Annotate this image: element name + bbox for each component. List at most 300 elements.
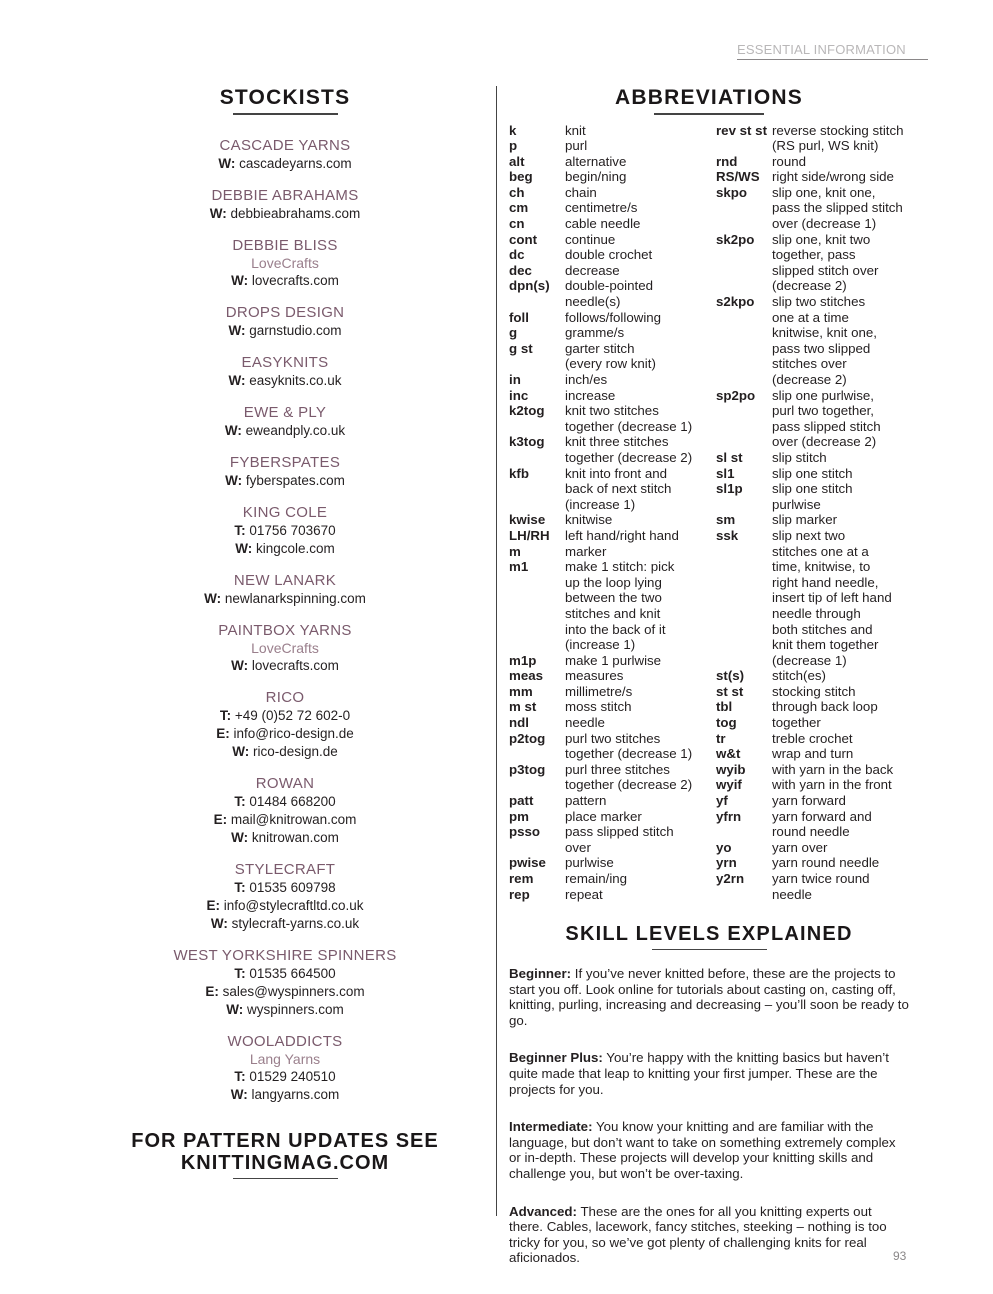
abbreviation-definition: through back loop — [772, 699, 878, 715]
abbreviation-row — [716, 793, 914, 809]
abbreviation-term: LH/RH — [509, 527, 550, 543]
contact-value: 01529 240510 — [249, 1068, 336, 1084]
stockist-entry — [130, 237, 440, 290]
abbreviation-term: k3tog — [509, 434, 545, 450]
abbreviation-definition: cable needle — [565, 216, 641, 232]
abbreviation-definition: yarn twice round needle — [772, 871, 870, 902]
page-number: 93 — [893, 1249, 907, 1263]
abbreviation-term: dpn(s) — [509, 278, 550, 294]
abbreviations-left-column — [509, 123, 709, 903]
abbreviation-term: sp2po — [716, 387, 756, 403]
abbreviation-row — [716, 294, 914, 388]
abbreviation-definition: yarn over — [772, 839, 828, 855]
abbreviation-term: p — [509, 138, 518, 154]
abbreviation-row — [716, 762, 914, 778]
stockist-entry — [130, 304, 440, 340]
stockist-contact — [130, 707, 440, 725]
stockist-contact — [130, 205, 440, 223]
abbreviation-row — [509, 668, 709, 684]
abbreviation-term: ssk — [716, 527, 739, 543]
abbreviation-term: m1p — [509, 652, 537, 668]
abbreviation-definition: moss stitch — [565, 699, 632, 715]
abbreviation-term: g — [509, 325, 518, 341]
abbreviation-definition: slip two stitches one at a time knitwise, knit one, pass two slipped stitches over (decrease 2) — [772, 294, 877, 387]
contact-value[interactable]: debbieabrahams.com — [230, 205, 361, 221]
stockist-contact — [130, 540, 440, 558]
abbreviation-definition: slip next two stitches one at a time, knitwise, to right hand needle, insert tip of left hand needle through both stitches and knit them together (decrease 1) — [772, 527, 892, 668]
abbreviation-term: m st — [509, 699, 537, 715]
abbreviation-row — [509, 653, 709, 669]
abbreviation-row — [716, 123, 914, 154]
stockist-name: FYBERSPATES — [229, 453, 341, 471]
abbreviation-definition: continue — [565, 231, 616, 247]
stockist-name: NEW LANARK — [233, 571, 337, 589]
stockist-distributor: LoveCrafts — [251, 254, 319, 271]
abbreviation-term: psso — [509, 824, 541, 840]
abbreviation-term: cn — [509, 216, 525, 232]
column-divider — [496, 86, 497, 1216]
running-head: ESSENTIAL INFORMATION — [737, 42, 928, 60]
abbreviation-term: alt — [509, 153, 525, 169]
abbreviation-term: pm — [509, 808, 529, 824]
abbreviation-definition: slip one stitch purlwise — [772, 481, 853, 512]
abbreviation-term: yf — [716, 793, 728, 809]
stockist-name: ROWAN — [255, 774, 315, 792]
abbreviation-term: tr — [716, 730, 726, 746]
stockist-contact — [130, 1086, 440, 1104]
stockist-contact — [130, 155, 440, 173]
stockist-name: DEBBIE BLISS — [232, 236, 338, 254]
abbreviation-term: p3tog — [509, 761, 546, 777]
stockist-entry — [130, 689, 440, 761]
abbreviation-term: sk2po — [716, 231, 755, 247]
abbreviation-term: cont — [509, 231, 538, 247]
abbreviation-definition: yarn round needle — [772, 855, 880, 871]
abbreviation-definition: remain/ing — [565, 871, 628, 886]
contact-label: T: — [234, 965, 246, 981]
stockist-name: WOOLADDICTS — [227, 1032, 343, 1050]
stockist-contact — [130, 657, 440, 675]
abbreviation-term: mm — [509, 683, 533, 699]
abbreviation-term: m1 — [509, 559, 529, 575]
abbreviation-term: rep — [509, 886, 530, 902]
abbreviation-term: rem — [509, 871, 534, 886]
abbreviations-list — [509, 123, 909, 903]
abbreviation-definition: slip one purlwise, purl two together, pass slipped stitch over (decrease 2) — [772, 387, 881, 450]
abbreviation-row — [716, 169, 914, 185]
abbreviation-row — [509, 278, 709, 309]
skill-level-description — [509, 1119, 909, 1181]
stockist-distributor: LoveCrafts — [251, 639, 319, 656]
contact-label: E: — [205, 983, 219, 999]
skill-level-text: If you’ve never knitted before, these are the projects to start you off. Look online for tutorials about casting on, casting off, knitting, purling, increasing and decreasing – you’ll soon be ready to go. — [509, 966, 909, 1028]
skill-levels-title-rule — [652, 949, 767, 951]
abbreviation-term: tbl — [716, 699, 733, 715]
abbreviation-definition: increase — [565, 387, 616, 403]
abbreviation-row — [716, 855, 914, 871]
abbreviation-row — [509, 403, 709, 434]
abbreviation-definition: slip one stitch — [772, 465, 853, 481]
contact-label: T: — [234, 1068, 246, 1084]
stockist-name: KING COLE — [242, 503, 328, 521]
abbreviation-row — [716, 809, 914, 840]
abbreviation-definition: double crochet — [565, 247, 653, 263]
stockists-title-rule — [233, 113, 338, 115]
abbreviation-definition: knit three stitches together (decrease 2) — [565, 434, 693, 465]
contact-label: W: — [210, 915, 228, 931]
contact-value: 01535 609798 — [249, 879, 336, 895]
abbreviation-term: sm — [716, 512, 736, 528]
contact-value[interactable]: newlanarkspinning.com — [224, 590, 366, 606]
abbreviation-row — [716, 466, 914, 482]
abbreviation-row — [509, 824, 709, 855]
stockist-contact — [130, 372, 440, 390]
abbreviation-definition: knit two stitches together (decrease 1) — [565, 403, 693, 434]
abbreviation-definition: stocking stitch — [772, 683, 856, 699]
abbreviations-title: ABBREVIATIONS — [615, 86, 803, 109]
stockist-name: EASYKNITS — [241, 353, 329, 371]
skill-level-description — [509, 1050, 909, 1097]
contact-label: T: — [234, 793, 246, 809]
abbreviation-term: g st — [509, 340, 533, 356]
abbreviations-right-column — [716, 123, 914, 903]
abbreviation-term: sl1 — [716, 465, 735, 481]
abbreviation-term: yrn — [716, 855, 737, 871]
abbreviation-row — [509, 232, 709, 248]
abbreviation-definition: follows/following — [565, 309, 662, 325]
abbreviation-term: kfb — [509, 465, 529, 481]
abbreviation-row — [509, 466, 709, 513]
abbreviation-term: p2tog — [509, 730, 546, 746]
contact-label: W: — [231, 829, 249, 845]
contact-label: W: — [225, 472, 243, 488]
abbreviation-definition: gramme/s — [565, 325, 625, 341]
abbreviation-row — [716, 154, 914, 170]
abbreviations-title-rule — [654, 113, 764, 115]
stockist-name: RICO — [265, 688, 305, 706]
abbreviation-row — [716, 731, 914, 747]
contact-label: T: — [234, 879, 246, 895]
stockist-contact — [130, 915, 440, 933]
contact-label: T: — [234, 522, 246, 538]
contact-label: E: — [206, 897, 220, 913]
contact-value: +49 (0)52 72 602-0 — [234, 707, 351, 723]
abbreviation-term: sl st — [716, 449, 743, 465]
abbreviation-definition: inch/es — [565, 372, 608, 387]
abbreviation-row — [509, 887, 709, 903]
pattern-updates — [130, 1130, 440, 1180]
abbreviation-definition: decrease — [565, 262, 620, 278]
abbreviation-row — [716, 528, 914, 668]
abbreviation-row — [509, 185, 709, 201]
abbreviation-term: wyif — [716, 777, 742, 793]
contact-value: 01484 668200 — [249, 793, 336, 809]
abbreviation-term: st(s) — [716, 668, 745, 684]
abbreviation-term: k — [509, 122, 517, 138]
abbreviation-definition: knit — [565, 122, 586, 138]
contact-value[interactable]: sales@wyspinners.com — [222, 983, 365, 999]
skill-level-label: Beginner: — [509, 966, 572, 981]
stockist-entry — [130, 622, 440, 675]
abbreviation-row — [509, 731, 709, 762]
contact-value[interactable]: stylecraft-yarns.co.uk — [231, 915, 360, 931]
abbreviation-row — [509, 715, 709, 731]
abbreviation-row — [716, 699, 914, 715]
abbreviation-definition: with yarn in the back — [772, 761, 894, 777]
contact-value[interactable]: fyberspates.com — [245, 472, 345, 488]
contact-value[interactable]: eweandply.co.uk — [245, 422, 346, 438]
abbreviation-definition: needle — [565, 715, 605, 731]
abbreviation-definition: begin/ning — [565, 169, 627, 185]
abbreviation-definition: knit into front and back of next stitch (increase 1) — [565, 465, 672, 512]
abbreviation-definition: pass slipped stitch over — [565, 824, 674, 855]
abbreviation-row — [716, 450, 914, 466]
abbreviation-row — [716, 481, 914, 512]
stockist-entry — [130, 775, 440, 847]
abbreviation-row — [509, 123, 709, 139]
abbreviation-row — [509, 434, 709, 465]
abbreviation-term: patt — [509, 793, 534, 809]
stockist-entry — [130, 187, 440, 223]
abbreviation-term: m — [509, 543, 521, 559]
abbreviation-row — [509, 325, 709, 341]
contact-value[interactable]: mail@knitrowan.com — [230, 811, 357, 827]
skill-levels-title: SKILL LEVELS EXPLAINED — [565, 922, 853, 945]
abbreviation-definition: purlwise — [565, 855, 614, 871]
stockist-name: DROPS DESIGN — [225, 303, 345, 321]
contact-value: 01756 703670 — [249, 522, 336, 538]
contact-label: W: — [218, 155, 236, 171]
abbreviation-row — [716, 684, 914, 700]
abbreviation-row — [509, 809, 709, 825]
stockist-distributor: Lang Yarns — [249, 1050, 321, 1067]
abbreviation-row — [509, 871, 709, 887]
abbreviation-definition: double-pointed needle(s) — [565, 278, 653, 310]
abbreviation-term: ch — [509, 184, 525, 200]
stockist-contact — [130, 725, 440, 743]
abbreviation-row — [509, 216, 709, 232]
abbreviation-row — [509, 762, 709, 793]
abbreviation-definition: yarn forward and round needle — [772, 808, 872, 840]
stockist-entry — [130, 354, 440, 390]
contact-value[interactable]: lovecrafts.com — [251, 657, 339, 673]
skill-levels — [509, 923, 909, 1266]
contact-value: 01535 664500 — [249, 965, 336, 981]
contact-label: W: — [209, 205, 227, 221]
abbreviation-row — [509, 793, 709, 809]
abbreviation-definition: slip one, knit one, pass the slipped stitch over (decrease 1) — [772, 184, 903, 232]
abbreviation-row — [509, 559, 709, 653]
contact-label: W: — [224, 422, 242, 438]
abbreviation-row — [716, 185, 914, 232]
contact-label: W: — [228, 322, 246, 338]
abbreviation-term: dc — [509, 247, 525, 263]
skill-level-description — [509, 966, 909, 1028]
abbreviation-row — [716, 746, 914, 762]
abbreviation-definition: right side/wrong side — [772, 169, 894, 185]
abbreviation-row — [716, 715, 914, 731]
skill-level-text: These are the ones for all you knitting experts out there. Cables, lacework, fancy stitches, steeking – nothing is too tricky for you, so we’ve got plenty of challenging knits for real aficionados. — [509, 1203, 887, 1266]
stockist-contact — [130, 322, 440, 340]
contact-label: W: — [231, 272, 249, 288]
stockist-name: PAINTBOX YARNS — [218, 621, 352, 639]
contact-label: W: — [232, 743, 250, 759]
abbreviation-row — [716, 388, 914, 450]
abbreviation-definition: marker — [565, 543, 607, 559]
abbreviation-row — [716, 777, 914, 793]
stockist-name: CASCADE YARNS — [219, 136, 351, 154]
abbreviation-term: s2kpo — [716, 294, 755, 310]
stockists-title: STOCKISTS — [219, 86, 351, 109]
stockist-entry — [130, 404, 440, 440]
abbreviation-definition: yarn forward — [772, 793, 846, 809]
abbreviation-definition: together — [772, 715, 821, 731]
abbreviation-term: wyib — [716, 761, 746, 777]
abbreviation-term: yfrn — [716, 808, 742, 824]
abbreviation-definition: treble crochet — [772, 730, 853, 746]
abbreviation-term: RS/WS — [716, 169, 760, 185]
abbreviation-row — [509, 341, 709, 372]
abbreviation-definition: make 1 purlwise — [565, 652, 662, 668]
abbreviation-definition: left hand/right hand — [565, 527, 679, 543]
contact-value[interactable]: wyspinners.com — [246, 1001, 344, 1017]
contact-value[interactable]: easyknits.co.uk — [249, 372, 342, 388]
abbreviation-row — [509, 684, 709, 700]
abbreviation-definition: reverse stocking stitch (RS purl, WS knit) — [772, 122, 904, 154]
abbreviation-term: yo — [716, 839, 732, 855]
pattern-updates-link[interactable]: KNITTINGMAG.COM — [180, 1151, 390, 1174]
stockist-list — [130, 137, 440, 1104]
abbreviation-term: kwise — [509, 512, 546, 528]
abbreviation-definition: purl two stitches together (decrease 1) — [565, 730, 693, 762]
stockist-contact — [130, 983, 440, 1001]
abbreviation-definition: place marker — [565, 808, 642, 824]
abbreviation-definition: stitch(es) — [772, 668, 826, 684]
stockist-contact — [130, 422, 440, 440]
stockist-contact — [130, 272, 440, 290]
abbreviation-term: skpo — [716, 184, 748, 200]
contact-value[interactable]: lovecrafts.com — [251, 272, 339, 288]
skill-level-label: Intermediate: — [509, 1119, 593, 1135]
contact-label: W: — [204, 590, 222, 606]
contact-label: W: — [228, 372, 246, 388]
abbreviation-row — [509, 154, 709, 170]
stockist-contact — [130, 879, 440, 897]
abbreviation-row — [509, 263, 709, 279]
stockist-contact — [130, 522, 440, 540]
abbreviation-term: sl1p — [716, 481, 743, 497]
abbreviation-definition: slip stitch — [772, 449, 827, 465]
stockist-name: DEBBIE ABRAHAMS — [211, 186, 359, 204]
stockist-contact — [130, 793, 440, 811]
contact-value[interactable]: cascadeyarns.com — [239, 155, 352, 171]
abbreviation-row — [509, 372, 709, 388]
abbreviation-row — [716, 871, 914, 902]
stockist-entry — [130, 572, 440, 608]
contact-value[interactable]: garnstudio.com — [249, 322, 342, 338]
skill-level-description — [509, 1204, 909, 1266]
abbreviation-row — [509, 138, 709, 154]
contact-label: W: — [226, 1001, 244, 1017]
abbreviation-term: dec — [509, 262, 532, 278]
stockist-contact — [130, 1001, 440, 1019]
abbreviation-row — [509, 169, 709, 185]
abbreviation-row — [716, 840, 914, 856]
pattern-updates-rule — [233, 1178, 338, 1180]
skill-level-text: You’re happy with the knitting basics but haven’t quite made that leap to knitting your first jumper. These are the projects for you. — [509, 1050, 889, 1097]
abbreviation-row — [509, 200, 709, 216]
abbreviation-row — [716, 232, 914, 294]
stockist-name: EWE & PLY — [243, 403, 327, 421]
abbreviations-column — [509, 86, 909, 1266]
pattern-updates-line-1: FOR PATTERN UPDATES SEE — [131, 1129, 439, 1152]
abbreviation-definition: millimetre/s — [565, 683, 633, 699]
contact-value[interactable]: kingcole.com — [255, 540, 335, 556]
abbreviation-term: rnd — [716, 153, 738, 169]
abbreviation-definition: slip one, knit two together, pass slipped stitch over (decrease 2) — [772, 231, 879, 294]
stockist-name: STYLECRAFT — [234, 860, 336, 878]
stockist-contact — [130, 965, 440, 983]
stockist-contact — [130, 897, 440, 915]
stockist-contact — [130, 590, 440, 608]
abbreviation-term: tog — [716, 715, 737, 731]
abbreviation-definition: repeat — [565, 886, 603, 902]
stockist-name: WEST YORKSHIRE SPINNERS — [173, 946, 397, 964]
abbreviation-definition: round — [772, 153, 807, 169]
stockist-contact — [130, 829, 440, 847]
skill-level-text: You know your knitting and are familiar with the language, but don’t want to take on something extremely complex or in-depth. These projects will develop your knitting skills and challenge you, but won’t be over-taxing. — [509, 1119, 896, 1181]
contact-value[interactable]: knitrowan.com — [251, 829, 339, 845]
contact-label: E: — [216, 725, 230, 741]
stockist-contact — [130, 1068, 440, 1086]
abbreviation-definition: centimetre/s — [565, 200, 638, 216]
stockist-entry — [130, 947, 440, 1019]
abbreviation-definition: chain — [565, 184, 597, 200]
abbreviation-row — [509, 388, 709, 404]
stockist-entry — [130, 504, 440, 558]
abbreviation-row — [509, 528, 709, 544]
contact-label: W: — [235, 540, 253, 556]
contact-value[interactable]: info@rico-design.de — [233, 725, 354, 741]
abbreviation-row — [509, 310, 709, 326]
skill-level-label: Beginner Plus: — [509, 1050, 603, 1066]
abbreviation-term: pwise — [509, 855, 546, 871]
abbreviation-definition: alternative — [565, 153, 627, 169]
abbreviation-row — [509, 855, 709, 871]
contact-value[interactable]: langyarns.com — [251, 1086, 340, 1102]
abbreviation-term: foll — [509, 309, 529, 325]
abbreviation-term: rev st st — [716, 122, 767, 138]
abbreviation-definition: measures — [565, 668, 624, 684]
contact-value[interactable]: rico-design.de — [252, 743, 338, 759]
abbreviation-definition: make 1 stitch: pick up the loop lying between the two stitches and knit into the back of it (increase 1) — [565, 559, 675, 653]
abbreviation-row — [716, 512, 914, 528]
abbreviation-definition: knitwise — [565, 512, 613, 528]
contact-label: T: — [219, 707, 232, 723]
stockists-column — [130, 86, 440, 1179]
abbreviation-row — [509, 544, 709, 560]
abbreviation-row — [509, 247, 709, 263]
contact-value[interactable]: info@stylecraftltd.co.uk — [223, 897, 364, 913]
abbreviation-definition: purl three stitches together (decrease 2) — [565, 761, 693, 793]
abbreviation-term: beg — [509, 169, 533, 185]
abbreviation-row — [509, 512, 709, 528]
abbreviation-term: ndl — [509, 715, 529, 731]
abbreviation-term: meas — [509, 668, 544, 684]
stockist-entry — [130, 454, 440, 490]
abbreviation-definition: wrap and turn — [772, 746, 854, 762]
abbreviation-term: w&t — [716, 746, 741, 762]
